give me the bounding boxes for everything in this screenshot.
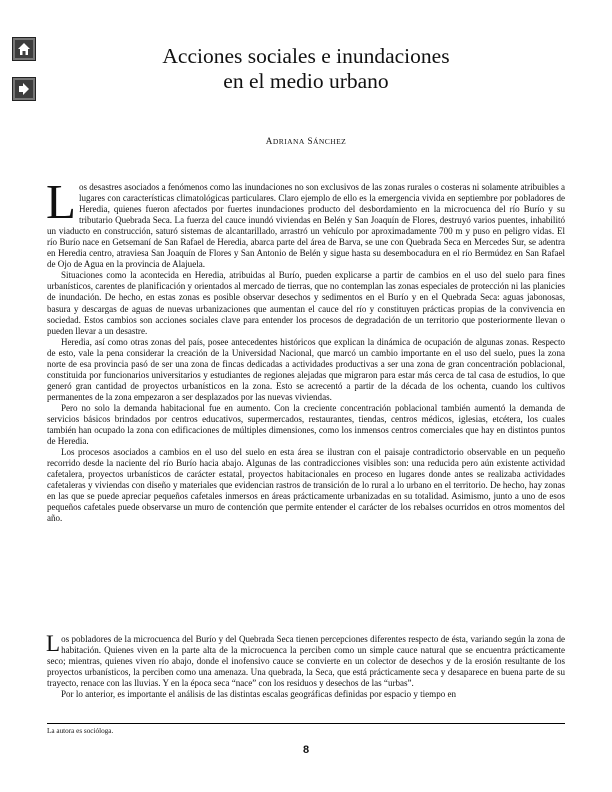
footnote: La autora es socióloga. (47, 727, 114, 735)
paragraph: Los procesos asociados a cambios en el uso del suelo en esta área se ilustran con el paisaje contradictorio observable en un pequeño recorrido desde la naciente del río Burío hacia abajo. Algunas de las contradicciones visibles son: una reducida pero aún existente actividad cafetalera, proyectos urbanísticos de carácter estatal, proyectos habitacionales en proceso en lugares donde antes se realizaba actividades cafetaleras y viviendas con diseño y materiales que evidencian rastros de transición de lo rural a lo urbano en el territorio. De hecho, hay zonas en las que se puede apreciar pequeños cafetales inmersos en áreas prácticamente urbanizadas en su totalidad. Asimismo, junto a uno de esos pequeños cafetales puede observarse un muro de contención que permite entender el carácter de los rebalses ocurridos en otros momentos del año. (47, 447, 565, 524)
author-byline: ADRIANA SÁNCHEZ (265, 136, 347, 146)
paragraph: Situaciones como la acontecida en Heredia, atribuidas al Burío, pueden explicarse a partir de cambios en el uso del suelo para fines urbanísticos, carentes de planificación y orientados al mercado de tierras, que no contemplan las zonas especiales de protección ni las planicies de inundación. De hecho, en estas zonas es posible observar desechos y sedimentos en el Burío y en el Quebrada Seca: aguas jabonosas, basura y descargas de aguas de nuevas urbanizaciones que aumentan el cauce del río y constituyen prácticas propias de la convivencia en sociedad. Estos cambios son acciones sociales clave para entender los procesos de degradación de un territorio que posteriormente llevan o pueden llevar a un desastre. (47, 270, 565, 336)
paragraph: Los desastres asociados a fenómenos como las inundaciones no son exclusivos de las zonas rurales o costeras ni solamente atribuibles a lugares con características climatológicas particulares. Claro ejemplo de ello es la emergencia vivida en septiembre por pobladores de Heredia, quienes fueron afectados por fuertes inundaciones producto del desbordamiento en la microcuenca del río Burío y su tributario Quebrada Seca. La fuerza del cauce inundó viviendas en Belén y San Joaquín de Flores, destruyó varios puentes, inhabilitó un viaducto en construcción, saturó sistemas de alcantarillado, arrastró un vehículo por aproximadamente 700 m y puso en peligro vidas. El río Burío nace en Getsemaní de San Rafael de Heredia, abarca parte del área de Barva, se une con Quebrada Seca en Mercedes Sur, se adentra en Heredia centro, atraviesa San Joaquín de Flores y San Antonio de Belén y sigue hasta su desembocadura en el río Bermúdez en San Rafael de Ojo de Agua en la provincia de Alajuela. (46, 174, 565, 270)
title-line-1: Acciones sociales e inundaciones (162, 44, 450, 68)
paragraph: Por lo anterior, es importante el análisis de las distintas escalas geográficas definidas por espacio y tiempo en (61, 689, 457, 700)
title-line-2: en el medio urbano (223, 69, 389, 93)
page-number: 8 (302, 744, 310, 756)
article-title (0, 44, 612, 94)
article-body-section-2 (46, 631, 565, 700)
paragraph: Heredia, así como otras zonas del país, posee antecedentes históricos que explican la dinámica de ocupación de algunas zonas. Respecto de esto, vale la pena considerar la creación de la Universidad Nacional, que marcó un cambio importante en el uso del suelo, pues la zona norte de esa provincia pasó de ser una zona de fincas dedicadas a actividades productivas a ser una zona de gran concentración poblacional, constituida por funcionarios universitarios y estudiantes de regiones alejadas que migraron para estar más cerca de tal casa de estudios, lo que generó gran cantidad de proyectos urbanísticos en la zona. Esto se acrecentó a partir de la década de los ochenta, cuando los cultivos permanentes de la zona empezaron a ser desplazados por las nuevas viviendas. (47, 336, 565, 402)
drop-cap: L (46, 174, 76, 229)
footnote-divider (47, 723, 565, 724)
drop-cap: L (46, 631, 61, 656)
article-body (46, 174, 565, 524)
paragraph: Los pobladores de la microcuenca del Burío y del Quebrada Seca tienen percepciones diferentes respecto de ésta, variando según la zona de habitación. Quienes viven en la parte alta de la microcuenca la perciben como un simple cauce natural que se encuentra prácticamente seco; mientras, quienes viven río abajo, donde el inofensivo cauce se convierte en un colector de desechos y de la erosión resultante de los proyectos urbanísticos, la perciben como una amenaza. Una quebrada, la Seca, que está prácticamente seca y desaparece en buena parte de su trayecto, renace con las lluvias. Y en la época seca “nace” con los residuos y desechos de las “urbas”. (46, 631, 565, 689)
paragraph: Pero no solo la demanda habitacional fue en aumento. Con la creciente concentración poblacional también aumentó la demanda de servicios básicos brindados por centros educativos, supermercados, restaurantes, tiendas, centros médicos, iglesias, etcétera, los cuales también han ocupado la zona con edificaciones de múltiples dimensiones, como los inmensos centros comerciales que hay en distintos puntos de Heredia. (47, 402, 565, 447)
